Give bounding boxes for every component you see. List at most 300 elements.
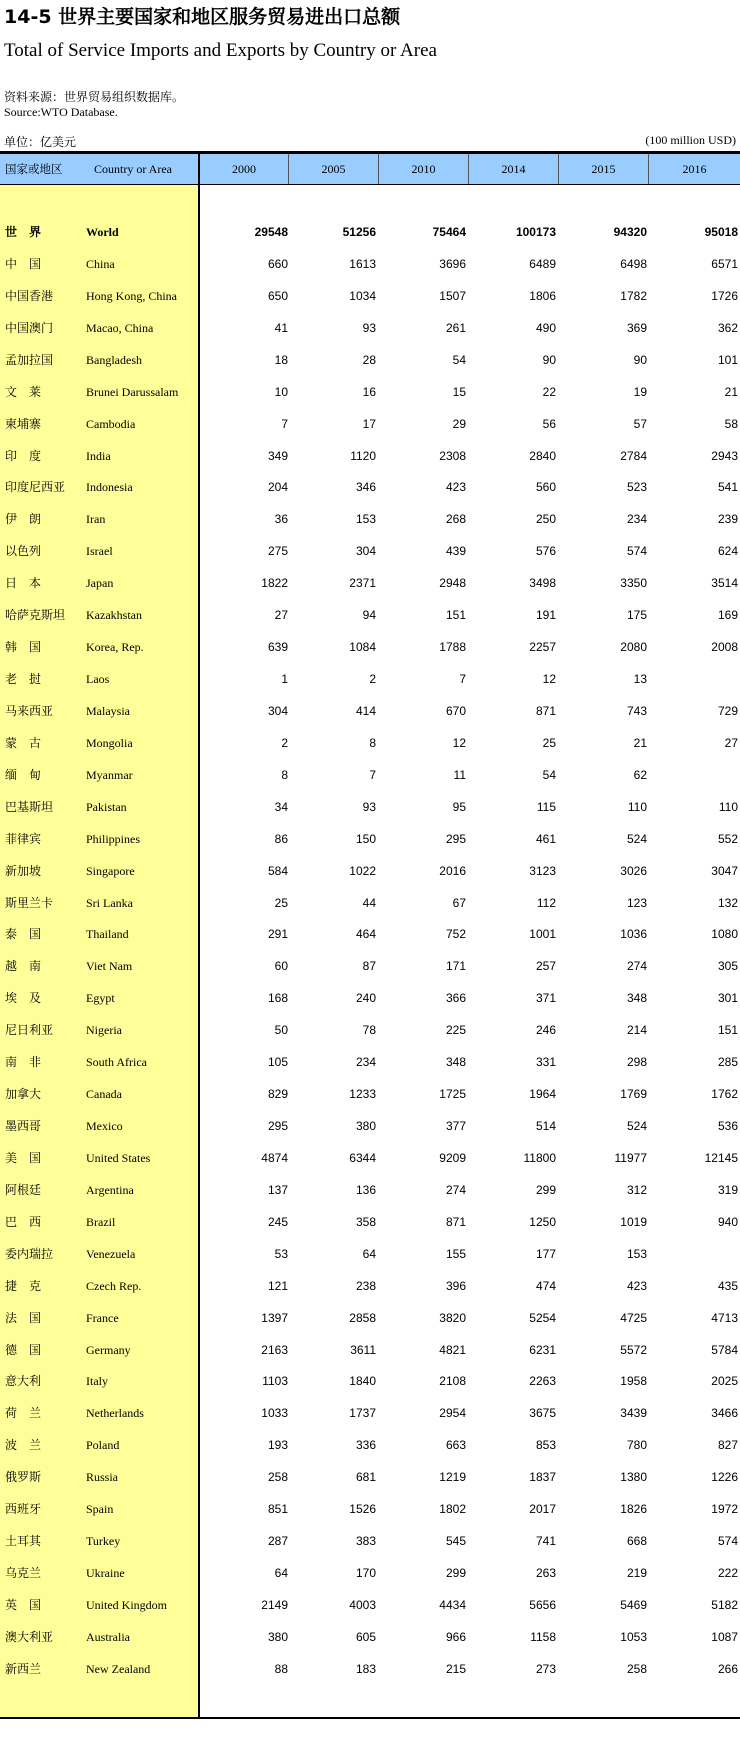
country-name-en: Macao, China	[86, 320, 154, 335]
country-name-en: Poland	[86, 1438, 120, 1453]
country-name-cn: 孟加拉国	[5, 352, 54, 367]
value-cell-2010: 3820	[439, 1310, 466, 1325]
value-cell-2005: 238	[355, 1278, 376, 1293]
value-cell-2005: 605	[355, 1629, 376, 1644]
value-cell-2010: 4821	[439, 1342, 466, 1357]
header-year-2014: 2014	[501, 162, 526, 176]
value-cell-2005: 78	[362, 1023, 376, 1038]
value-cell-2015: 523	[626, 480, 647, 495]
table-row	[0, 382, 740, 402]
value-cell-2014: 6489	[529, 256, 556, 271]
value-cell-2016: 301	[717, 991, 738, 1006]
value-cell-2000: 2163	[261, 1342, 288, 1357]
value-cell-2000: 8	[281, 767, 288, 782]
value-cell-2005: 380	[355, 1119, 376, 1134]
country-name-en: New Zealand	[86, 1661, 151, 1676]
table-row	[0, 924, 740, 944]
value-cell-2010: 396	[445, 1278, 466, 1293]
table-row	[0, 1180, 740, 1200]
value-cell-2015: 4725	[620, 1310, 647, 1325]
country-name-en: Pakistan	[86, 799, 127, 814]
value-cell-2016: 5182	[711, 1597, 738, 1612]
value-cell-2014: 12	[542, 672, 556, 687]
value-cell-2000: 258	[267, 1470, 288, 1485]
value-cell-2010: 151	[445, 608, 466, 623]
value-cell-2005: 2371	[349, 576, 376, 591]
table-row	[0, 1052, 740, 1072]
table-title-en: Total of Service Imports and Exports by Country or Area	[4, 40, 437, 61]
country-name-cn: 印 度	[5, 448, 42, 463]
value-cell-2000: 245	[267, 1214, 288, 1229]
value-cell-2010: 12	[452, 735, 466, 750]
value-cell-2010: 155	[445, 1246, 466, 1261]
value-cell-2005: 2	[369, 672, 376, 687]
country-name-cn: 澳大利亚	[5, 1629, 54, 1644]
value-cell-2014: 299	[535, 1182, 556, 1197]
value-cell-2000: 2	[281, 735, 288, 750]
value-cell-2016: 536	[717, 1119, 738, 1134]
value-cell-2014: 2017	[529, 1502, 556, 1517]
value-cell-2000: 349	[267, 448, 288, 463]
country-name-en: Bangladesh	[86, 352, 142, 367]
table-row	[0, 1308, 740, 1328]
value-cell-2010: 2308	[439, 448, 466, 463]
value-cell-2014: 1806	[529, 288, 556, 303]
value-cell-2005: 17	[362, 416, 376, 431]
country-name-en: Australia	[86, 1629, 130, 1644]
country-name-en: Indonesia	[86, 480, 133, 495]
source-note-en: Source:WTO Database.	[4, 105, 118, 119]
country-name-en: Turkey	[86, 1534, 121, 1549]
value-cell-2010: 670	[445, 703, 466, 718]
value-cell-2010: 15	[452, 384, 466, 399]
table-row	[0, 1403, 740, 1423]
value-cell-2000: 105	[267, 1055, 288, 1070]
value-cell-2005: 681	[355, 1470, 376, 1485]
value-cell-2016: 285	[717, 1055, 738, 1070]
country-name-en: Sri Lanka	[86, 895, 133, 910]
value-cell-2010: 95	[452, 799, 466, 814]
table-row	[0, 1659, 740, 1679]
value-cell-2014: 371	[535, 991, 556, 1006]
value-cell-2015: 1380	[620, 1470, 647, 1485]
table-row	[0, 829, 740, 849]
header-year-2010: 2010	[411, 162, 436, 176]
value-cell-2015: 214	[626, 1023, 647, 1038]
value-cell-2000: 121	[267, 1278, 288, 1293]
country-name-en: Singapore	[86, 863, 135, 878]
value-cell-2005: 183	[355, 1661, 376, 1676]
value-cell-2016: 1087	[711, 1629, 738, 1644]
value-cell-2000: 829	[267, 1087, 288, 1102]
value-cell-2014: 56	[542, 416, 556, 431]
country-name-en: Mexico	[86, 1119, 123, 1134]
value-cell-2010: 966	[445, 1629, 466, 1644]
value-cell-2014: 257	[535, 959, 556, 974]
value-cell-2005: 28	[362, 352, 376, 367]
country-name-en: Canada	[86, 1087, 122, 1102]
value-cell-2014: 3123	[529, 863, 556, 878]
table-row	[0, 765, 740, 785]
value-cell-2010: 268	[445, 512, 466, 527]
value-cell-2015: 5469	[620, 1597, 647, 1612]
country-name-en: Spain	[86, 1502, 114, 1517]
value-cell-2015: 574	[626, 544, 647, 559]
value-cell-2014: 3675	[529, 1406, 556, 1421]
value-cell-2014: 6231	[529, 1342, 556, 1357]
value-cell-2015: 348	[626, 991, 647, 1006]
value-cell-2015: 90	[633, 352, 647, 367]
country-name-cn: 中 国	[5, 256, 42, 271]
country-name-cn: 世 界	[5, 225, 42, 239]
value-cell-2016: 110	[718, 799, 738, 814]
value-cell-2014: 853	[535, 1438, 556, 1453]
value-cell-2005: 1840	[349, 1374, 376, 1389]
value-cell-2015: 2784	[620, 448, 647, 463]
country-name-en: China	[86, 256, 115, 271]
country-name-en: Brunei Darussalam	[86, 384, 179, 399]
value-cell-2010: 171	[445, 959, 466, 974]
value-cell-2015: 1036	[620, 927, 647, 942]
value-cell-2010: 225	[445, 1023, 466, 1038]
country-name-cn: 缅 甸	[5, 767, 42, 782]
table-header	[0, 154, 740, 185]
value-cell-2014: 273	[535, 1661, 556, 1676]
country-name-en: Hong Kong, China	[86, 288, 177, 303]
value-cell-2005: 1120	[350, 448, 376, 463]
country-name-cn: 中国澳门	[5, 320, 54, 335]
country-name-en: Venezuela	[86, 1246, 136, 1261]
value-cell-2015: 21	[633, 735, 647, 750]
value-cell-2000: 193	[267, 1438, 288, 1453]
table-row	[0, 701, 740, 721]
value-cell-2014: 263	[535, 1566, 556, 1581]
value-cell-2010: 366	[445, 991, 466, 1006]
country-name-cn: 韩 国	[5, 640, 42, 655]
country-name-en: Ukraine	[86, 1566, 125, 1581]
value-cell-2014: 25	[542, 735, 556, 750]
value-cell-2015: 219	[626, 1566, 647, 1581]
value-cell-2014: 1158	[530, 1629, 556, 1644]
unit-label-cn: 单位：亿美元	[4, 135, 77, 149]
country-name-cn: 法 国	[5, 1310, 42, 1325]
value-cell-2010: 752	[445, 927, 466, 942]
value-cell-2014: 5254	[529, 1310, 556, 1325]
value-cell-2010: 295	[445, 831, 466, 846]
value-cell-2015: 57	[633, 416, 647, 431]
table-row	[0, 1276, 740, 1296]
value-cell-2014: 2257	[529, 640, 556, 655]
header-year-2005: 2005	[321, 162, 346, 176]
table-row	[0, 254, 740, 274]
country-name-cn: 泰 国	[5, 927, 42, 942]
value-cell-2016: 1226	[711, 1470, 738, 1485]
value-cell-2005: 150	[355, 831, 376, 846]
country-name-en: United Kingdom	[86, 1597, 167, 1612]
value-cell-2015: 62	[633, 767, 647, 782]
value-cell-2016: 624	[717, 544, 738, 559]
value-cell-2016: 21	[724, 384, 738, 399]
value-cell-2016: 305	[717, 959, 738, 974]
value-cell-2010: 2948	[439, 576, 466, 591]
value-cell-2016: 12145	[704, 1150, 738, 1165]
value-cell-2010: 3696	[439, 256, 466, 271]
country-name-cn: 捷 克	[5, 1278, 42, 1293]
value-cell-2016: 3047	[711, 863, 738, 878]
header-year-2016: 2016	[682, 162, 707, 176]
value-cell-2000: 18	[274, 352, 288, 367]
value-cell-2014: 2263	[529, 1374, 556, 1389]
table-row	[0, 956, 740, 976]
value-cell-2005: 64	[362, 1246, 376, 1261]
country-name-cn: 俄罗斯	[5, 1470, 42, 1485]
table-row	[0, 414, 740, 434]
value-cell-2005: 234	[355, 1055, 376, 1070]
country-name-en: Thailand	[86, 927, 129, 942]
value-cell-2015: 1958	[620, 1374, 647, 1389]
table-row	[0, 1467, 740, 1487]
value-cell-2015: 369	[626, 320, 647, 335]
value-cell-2005: 1613	[349, 256, 376, 271]
value-cell-2016: 1762	[711, 1087, 738, 1102]
value-cell-2015: 175	[626, 608, 647, 623]
value-cell-2000: 1397	[261, 1310, 288, 1325]
value-cell-2000: 10	[274, 384, 288, 399]
country-name-en: Egypt	[86, 991, 115, 1006]
country-name-cn: 柬埔寨	[5, 416, 42, 431]
country-name-cn: 西班牙	[5, 1502, 42, 1517]
value-cell-2014: 576	[535, 544, 556, 559]
value-cell-2005: 336	[355, 1438, 376, 1453]
value-cell-2000: 27	[274, 608, 288, 623]
value-cell-2005: 1526	[349, 1502, 376, 1517]
value-cell-2000: 36	[274, 512, 288, 527]
value-cell-2014: 1837	[529, 1470, 556, 1485]
country-name-cn: 美 国	[5, 1150, 42, 1165]
value-cell-2014: 90	[542, 352, 556, 367]
value-cell-2014: 3498	[529, 576, 556, 591]
country-name-en: Italy	[86, 1374, 108, 1389]
value-cell-2016: 132	[717, 895, 738, 910]
value-cell-2016: 2943	[711, 448, 738, 463]
table-row	[0, 733, 740, 753]
value-cell-2014: 461	[535, 831, 556, 846]
value-cell-2010: 29	[452, 416, 466, 431]
value-cell-2005: 1737	[349, 1406, 376, 1421]
country-name-cn: 新西兰	[5, 1661, 42, 1676]
table-row	[0, 605, 740, 625]
value-cell-2016: 574	[717, 1534, 738, 1549]
value-cell-2010: 215	[445, 1661, 466, 1676]
value-cell-2014: 5656	[529, 1597, 556, 1612]
table-row	[0, 669, 740, 689]
table-row	[0, 1627, 740, 1647]
value-cell-2010: 2954	[439, 1406, 466, 1421]
value-cell-2014: 741	[535, 1534, 556, 1549]
value-cell-2010: 7	[459, 672, 466, 687]
value-cell-2000: 4874	[261, 1150, 288, 1165]
country-name-en: Germany	[86, 1342, 131, 1357]
value-cell-2005: 93	[362, 320, 376, 335]
value-cell-2005: 383	[355, 1534, 376, 1549]
value-cell-2010: 54	[452, 352, 466, 367]
value-cell-2010: 274	[445, 1182, 466, 1197]
value-cell-2000: 291	[267, 927, 288, 942]
value-cell-2014: 1250	[529, 1214, 556, 1229]
value-cell-2010: 423	[445, 480, 466, 495]
value-cell-2014: 490	[535, 320, 556, 335]
country-name-en: Korea, Rep.	[86, 640, 144, 655]
value-cell-2015: 312	[626, 1182, 647, 1197]
table-row	[0, 222, 740, 242]
table-row	[0, 541, 740, 561]
value-cell-2015: 3439	[620, 1406, 647, 1421]
value-cell-2000: 41	[274, 320, 288, 335]
table-row	[0, 637, 740, 657]
value-cell-2015: 1053	[620, 1629, 647, 1644]
country-name-cn: 越 南	[5, 959, 42, 974]
table-row	[0, 350, 740, 370]
value-cell-2015: 524	[626, 831, 647, 846]
value-cell-2015: 153	[626, 1246, 647, 1261]
value-cell-2005: 358	[355, 1214, 376, 1229]
source-note-cn: 资料来源：世界贸易组织数据库。	[4, 90, 185, 104]
value-cell-2000: 1822	[261, 576, 288, 591]
value-cell-2010: 348	[445, 1055, 466, 1070]
table-row	[0, 1212, 740, 1232]
value-cell-2016: 552	[717, 831, 738, 846]
table-title-cn: 14-5 世界主要国家和地区服务贸易进出口总额	[4, 6, 401, 28]
value-cell-2016: 95018	[704, 225, 738, 239]
value-cell-2016: 1726	[711, 288, 738, 303]
value-cell-2005: 346	[355, 480, 376, 495]
value-cell-2016: 4713	[711, 1310, 738, 1325]
value-cell-2005: 93	[362, 799, 376, 814]
country-name-cn: 新加坡	[5, 863, 42, 878]
value-cell-2000: 639	[267, 640, 288, 655]
country-name-en: Nigeria	[86, 1023, 122, 1038]
value-cell-2010: 261	[445, 320, 466, 335]
value-cell-2015: 3350	[620, 576, 647, 591]
value-cell-2010: 871	[445, 1214, 466, 1229]
value-cell-2015: 13	[633, 672, 647, 687]
country-name-en: Kazakhstan	[86, 608, 142, 623]
value-cell-2016: 1972	[711, 1502, 738, 1517]
value-cell-2000: 1	[281, 672, 288, 687]
value-cell-2016: 940	[717, 1214, 738, 1229]
value-cell-2000: 584	[267, 863, 288, 878]
value-cell-2005: 1022	[349, 863, 376, 878]
value-cell-2000: 168	[267, 991, 288, 1006]
value-cell-2005: 1034	[349, 288, 376, 303]
value-cell-2016: 2025	[711, 1374, 738, 1389]
table-row	[0, 1116, 740, 1136]
value-cell-2005: 464	[355, 927, 376, 942]
value-cell-2014: 22	[542, 384, 556, 399]
country-name-en: Philippines	[86, 831, 141, 846]
value-cell-2015: 780	[626, 1438, 647, 1453]
table-row	[0, 318, 740, 338]
table-row	[0, 861, 740, 881]
country-name-en: South Africa	[86, 1055, 147, 1070]
value-cell-2015: 298	[626, 1055, 647, 1070]
value-cell-2010: 11	[453, 767, 466, 782]
value-cell-2005: 1084	[349, 640, 376, 655]
value-cell-2015: 274	[626, 959, 647, 974]
value-cell-2014: 1964	[529, 1087, 556, 1102]
value-cell-2016: 2008	[711, 640, 738, 655]
value-cell-2000: 137	[267, 1182, 288, 1197]
table-row	[0, 286, 740, 306]
value-cell-2010: 1507	[439, 288, 466, 303]
country-name-cn: 日 本	[5, 576, 42, 591]
value-cell-2010: 75464	[432, 225, 466, 239]
value-cell-2016: 6571	[711, 256, 738, 271]
value-cell-2000: 50	[274, 1023, 288, 1038]
table-row	[0, 509, 740, 529]
value-cell-2000: 204	[267, 480, 288, 495]
country-name-cn: 马来西亚	[5, 703, 54, 718]
country-name-en: Israel	[86, 544, 113, 559]
value-cell-2010: 545	[445, 1534, 466, 1549]
data-table	[0, 151, 740, 1719]
value-cell-2005: 87	[362, 959, 376, 974]
value-cell-2015: 1769	[620, 1087, 647, 1102]
value-cell-2015: 1019	[620, 1214, 647, 1229]
country-name-cn: 波 兰	[5, 1438, 42, 1453]
table-row	[0, 988, 740, 1008]
value-cell-2015: 524	[626, 1119, 647, 1134]
value-cell-2000: 2149	[261, 1597, 288, 1612]
country-name-cn: 南 非	[5, 1055, 42, 1070]
value-cell-2000: 275	[267, 544, 288, 559]
header-year-2015: 2015	[591, 162, 616, 176]
value-cell-2015: 1782	[620, 288, 647, 303]
country-name-cn: 埃 及	[5, 991, 42, 1006]
header-country-cn: 国家或地区	[5, 162, 63, 176]
country-name-cn: 老 挝	[5, 672, 42, 687]
value-cell-2014: 177	[535, 1246, 556, 1261]
value-cell-2000: 25	[274, 895, 288, 910]
value-cell-2014: 11800	[523, 1150, 556, 1165]
header-year-2000: 2000	[232, 162, 256, 176]
value-cell-2000: 1103	[262, 1374, 288, 1389]
value-cell-2014: 514	[535, 1119, 556, 1134]
table-row	[0, 573, 740, 593]
value-cell-2000: 86	[274, 831, 288, 846]
value-cell-2016: 1080	[711, 927, 738, 942]
country-name-cn: 意大利	[5, 1374, 42, 1389]
table-row	[0, 1499, 740, 1519]
value-cell-2016: 319	[717, 1182, 738, 1197]
value-cell-2010: 1725	[439, 1087, 466, 1102]
value-cell-2005: 153	[355, 512, 376, 527]
table-bottom-rule	[0, 1717, 740, 1719]
value-cell-2000: 1033	[261, 1406, 288, 1421]
value-cell-2005: 414	[355, 703, 376, 718]
value-cell-2005: 170	[355, 1566, 376, 1581]
value-cell-2010: 1788	[439, 640, 466, 655]
country-name-en: United States	[86, 1150, 151, 1165]
value-cell-2005: 2858	[349, 1310, 376, 1325]
value-cell-2000: 29548	[254, 225, 288, 239]
value-cell-2000: 34	[274, 799, 288, 814]
value-cell-2005: 304	[355, 544, 376, 559]
value-cell-2016: 362	[717, 320, 738, 335]
table-row	[0, 1531, 740, 1551]
country-name-cn: 印度尼西亚	[5, 480, 66, 495]
value-cell-2005: 44	[362, 895, 376, 910]
